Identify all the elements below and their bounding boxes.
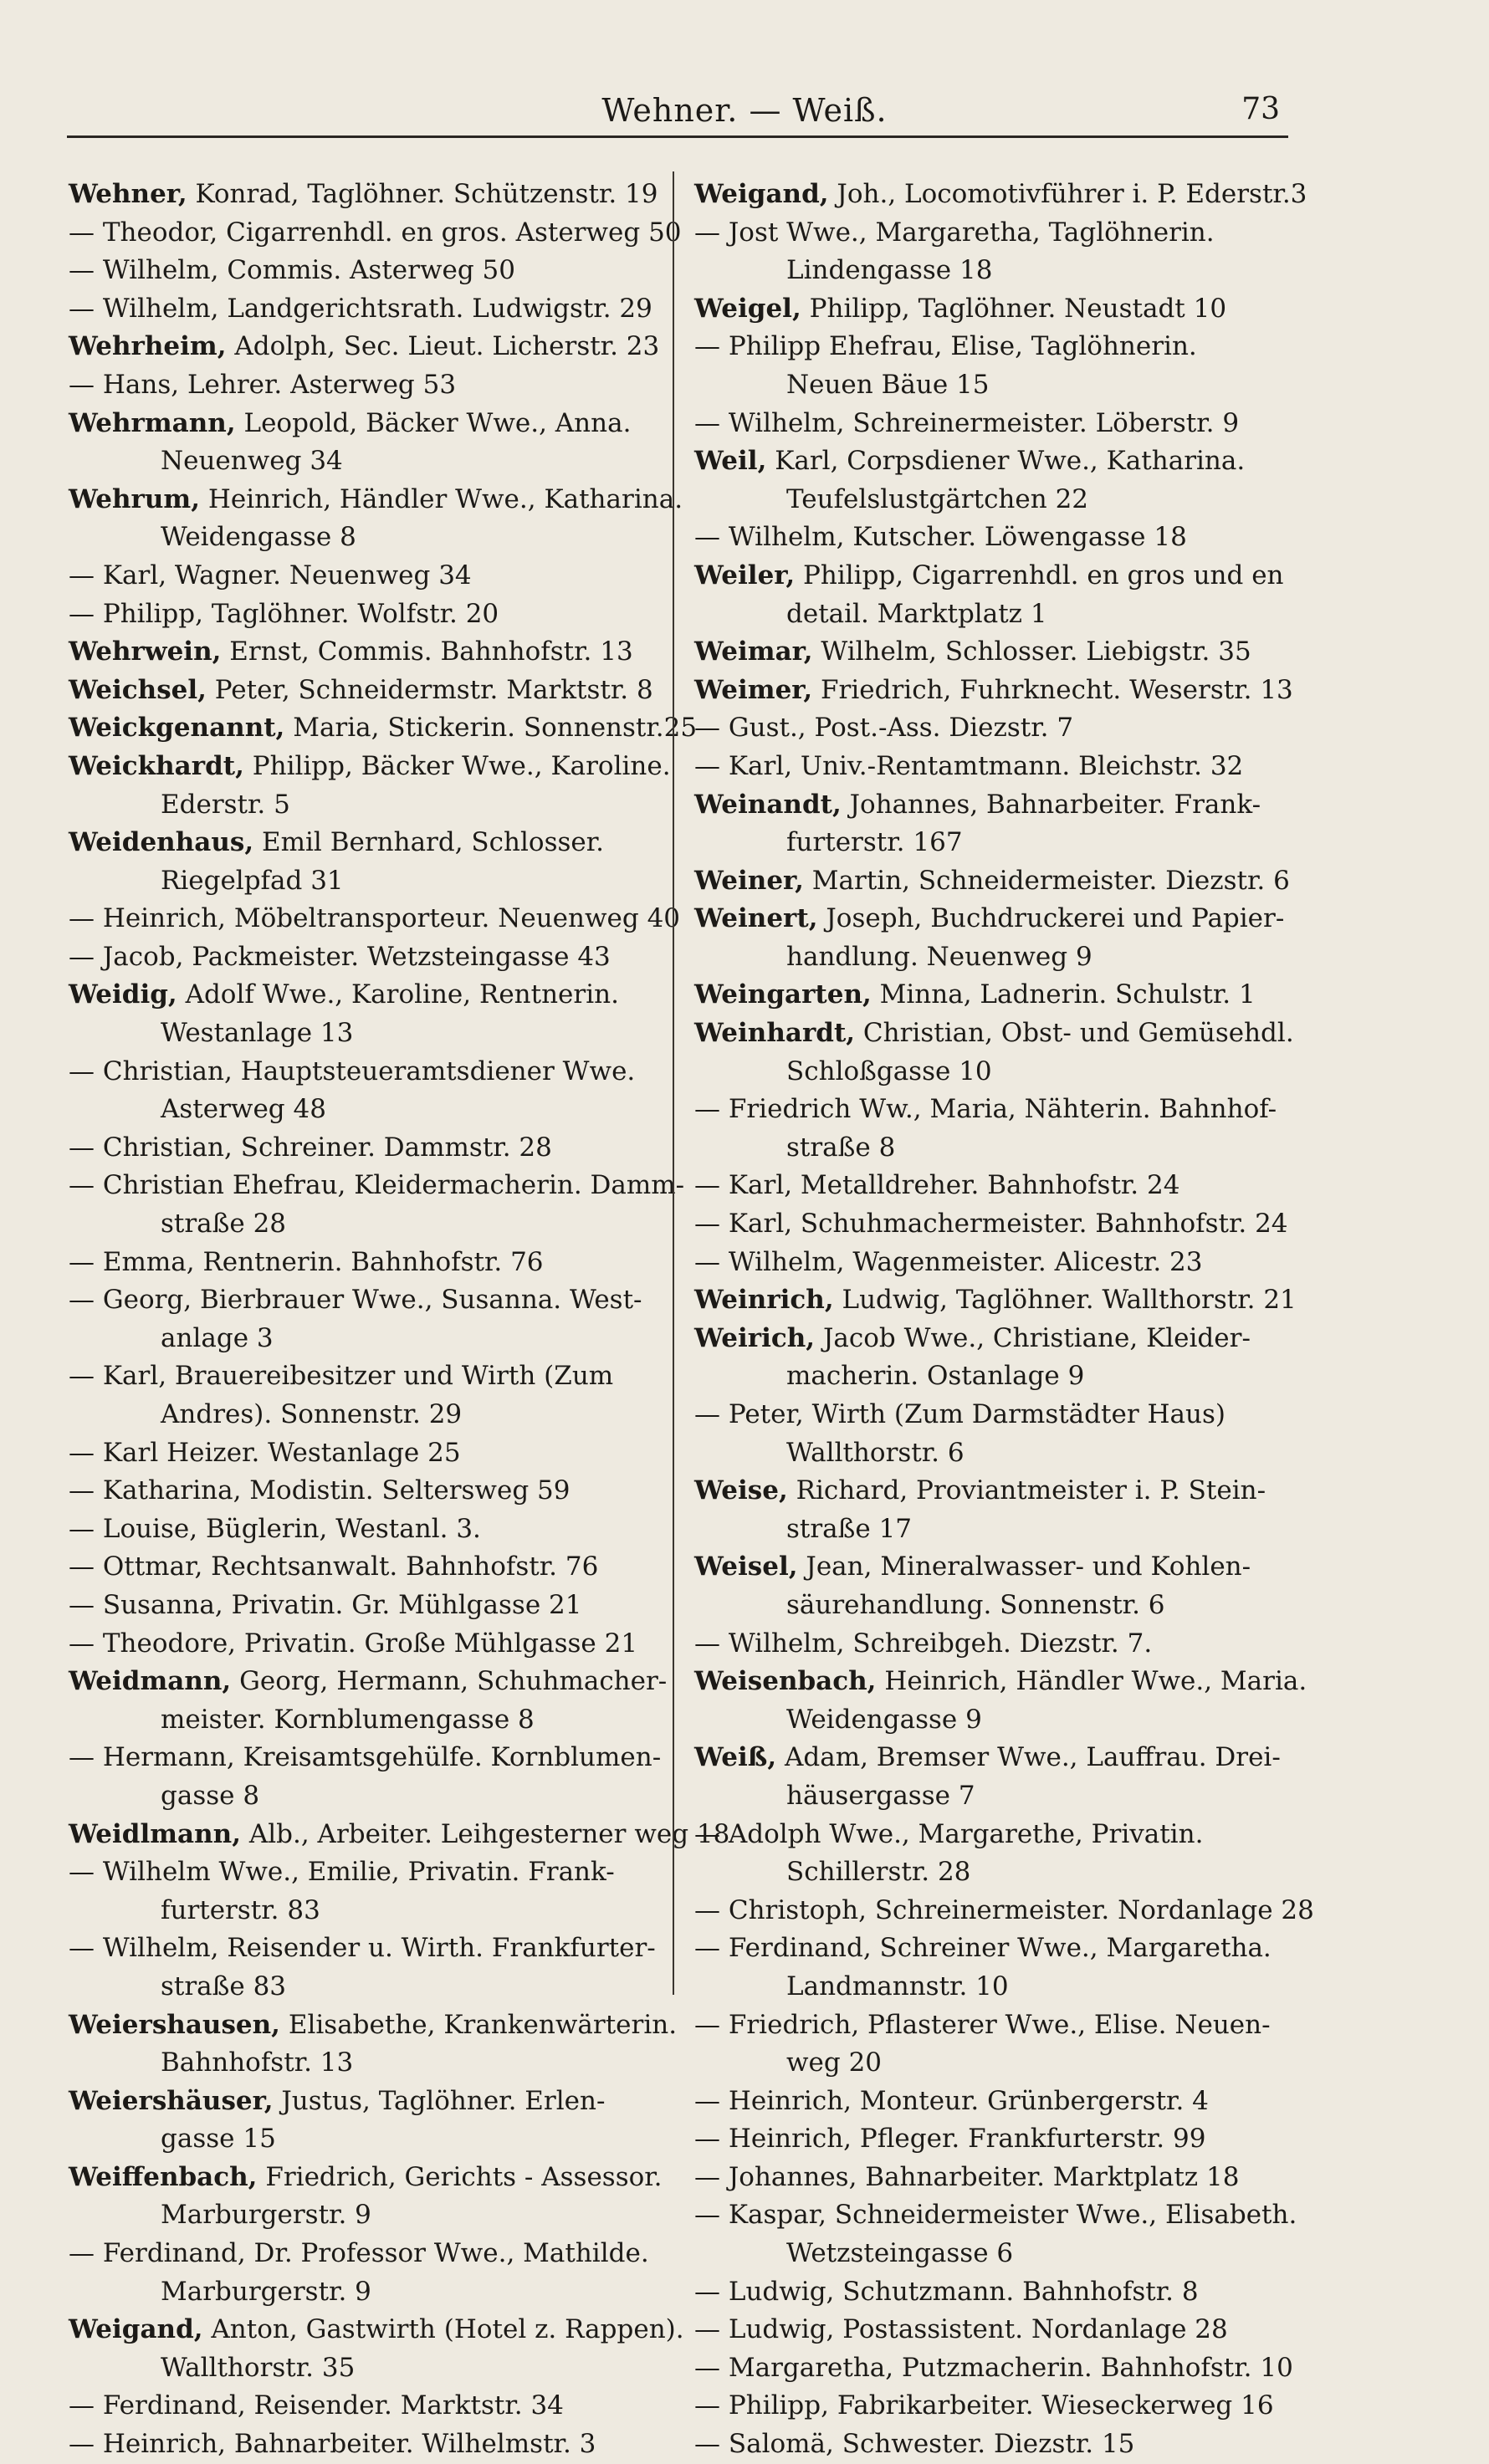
- entry-text: Marburgerstr. 9: [161, 2276, 371, 2307]
- directory-entry-line: [694, 1892, 1314, 1930]
- entry-text: Neuen Bäue 15: [786, 369, 990, 400]
- entry-text: Adolf Wwe., Karoline, Rentnerin.: [177, 979, 619, 1010]
- entry-text: Ludwig, Taglöhner. Wallthorstr. 21: [833, 1285, 1297, 1316]
- directory-entry-line: [69, 290, 671, 329]
- surname-heading: Weickhardt,: [69, 750, 244, 781]
- entry-text: Heinrich, Händler Wwe., Maria.: [876, 1666, 1307, 1697]
- entry-text: Schloßgasse 10: [786, 1056, 992, 1086]
- directory-entry-line: [694, 1968, 1297, 2006]
- entry-text: Adolph, Sec. Lieut. Licherstr. 23: [226, 331, 660, 362]
- directory-entry-line: [69, 709, 698, 748]
- entry-text: — Theodore, Privatin. Große Mühlgasse 21: [69, 1628, 638, 1659]
- directory-entry-line: [694, 748, 1297, 786]
- directory-entry-line: [694, 1853, 1297, 1892]
- entry-text: Philipp, Bäcker Wwe., Karoline.: [243, 750, 671, 781]
- directory-entry-line: [694, 1281, 1297, 1320]
- entry-text: detail. Marktplatz 1: [786, 598, 1047, 629]
- entry-text: — Katharina, Modistin. Seltersweg 59: [69, 1475, 571, 1506]
- entry-text: — Heinrich, Bahnarbeiter. Wilhelmstr. 3: [69, 2429, 596, 2460]
- directory-entry-line: [69, 938, 671, 977]
- directory-entry-line: [694, 786, 1297, 825]
- entry-text: — Heinrich, Monteur. Grünbergerstr. 4: [694, 2085, 1209, 2116]
- directory-entry-line: [694, 1777, 1297, 1816]
- directory-entry-line: [694, 1434, 1297, 1473]
- directory-entry-line: [694, 2083, 1297, 2121]
- directory-entry-line: [69, 596, 671, 634]
- directory-entry-line: [69, 1511, 671, 1549]
- entry-text: — Heinrich, Pfleger. Frankfurterstr. 99: [694, 2124, 1206, 2155]
- surname-heading: Weimar,: [694, 636, 813, 667]
- directory-entry-line: [69, 1968, 671, 2006]
- entry-text: Alb., Arbeiter. Leihgesterner weg 18: [241, 1818, 730, 1849]
- entry-text: Emil Bernhard, Schlosser.: [253, 827, 605, 858]
- directory-entry-line: [694, 1930, 1297, 1968]
- directory-entry-line: [694, 366, 1297, 405]
- entry-text: Christian, Obst- und Gemüsehdl.: [855, 1018, 1294, 1049]
- surname-heading: Weidlmann,: [69, 1818, 241, 1849]
- surname-heading: Weiershausen,: [69, 2009, 280, 2040]
- directory-entry-line: [69, 1434, 671, 1473]
- directory-entry-line: [69, 1281, 671, 1320]
- directory-entry-line: [69, 1396, 671, 1434]
- entry-text: — Friedrich Ww., Maria, Nähterin. Bahnhof-: [694, 1094, 1277, 1125]
- entry-text: — Wilhelm Wwe., Emilie, Privatin. Frank-: [69, 1857, 615, 1888]
- entry-text: — Christoph, Schreinermeister. Nordanlage 28: [694, 1894, 1314, 1925]
- directory-entry-line: [69, 252, 671, 290]
- entry-text: Georg, Hermann, Schuhmacher-: [231, 1666, 668, 1697]
- directory-entry-line: [694, 2006, 1297, 2045]
- entry-text: Friedrich, Gerichts - Assessor.: [257, 2161, 663, 2192]
- directory-entry-line: [69, 633, 671, 672]
- directory-entry-line: [694, 2044, 1297, 2083]
- entry-text: Westanlage 13: [161, 1018, 354, 1049]
- directory-entry-line: [694, 1663, 1307, 1701]
- entry-text: — Hans, Lehrer. Asterweg 53: [69, 369, 457, 400]
- directory-entry-line: [69, 1930, 671, 1968]
- surname-heading: Weirich,: [694, 1322, 816, 1353]
- entry-text: — Susanna, Privatin. Gr. Mühlgasse 21: [69, 1589, 582, 1620]
- entry-text: Wallthorstr. 35: [161, 2352, 356, 2383]
- entry-text: — Peter, Wirth (Zum Darmstädter Haus): [694, 1399, 1225, 1429]
- directory-entry-line: [694, 328, 1297, 366]
- directory-entry-line: [694, 1167, 1297, 1205]
- directory-entry-line: [69, 2426, 671, 2464]
- entry-text: meister. Kornblumengasse 8: [161, 1704, 535, 1735]
- directory-entry-line: [69, 2083, 671, 2121]
- entry-text: — Christian, Schreiner. Dammstr. 28: [69, 1132, 552, 1163]
- directory-entry-line: [69, 824, 671, 862]
- directory-entry-line: [69, 1892, 671, 1930]
- entry-text: — Johannes, Bahnarbeiter. Marktplatz 18: [694, 2161, 1240, 2192]
- entry-text: Teufelslustgärtchen 22: [786, 483, 1089, 514]
- directory-entry-line: [694, 1548, 1297, 1587]
- surname-heading: Weinrich,: [694, 1285, 834, 1316]
- directory-entry-line: [69, 2044, 671, 2083]
- entry-text: Minna, Ladnerin. Schulstr. 1: [871, 979, 1256, 1010]
- directory-entry-line: [694, 1816, 1297, 1854]
- column-divider: [673, 171, 674, 1995]
- directory-entry-line: [69, 862, 671, 901]
- directory-entry-line: [694, 633, 1297, 672]
- left-column: [69, 176, 730, 2464]
- entry-text: Johannes, Bahnarbeiter. Frank-: [841, 789, 1261, 820]
- entry-text: — Ottmar, Rechtsanwalt. Bahnhofstr. 76: [69, 1552, 599, 1582]
- directory-entry-line: [69, 2311, 684, 2349]
- entry-text: Landmannstr. 10: [786, 1971, 1009, 2001]
- entry-text: — Adolph Wwe., Margarethe, Privatin.: [694, 1818, 1204, 1849]
- entry-text: straße 28: [161, 1209, 287, 1240]
- entry-text: — Wilhelm, Schreinermeister. Löberstr. 9: [694, 407, 1240, 438]
- entry-text: straße 17: [786, 1513, 913, 1544]
- surname-heading: Weiler,: [694, 560, 796, 590]
- surname-heading: Wehrwein,: [69, 636, 222, 667]
- directory-entry-line: [694, 1472, 1297, 1511]
- directory-entry-line: [694, 1511, 1297, 1549]
- entry-text: Neuenweg 34: [161, 446, 343, 477]
- entry-text: — Philipp, Taglöhner. Wolfstr. 20: [69, 598, 499, 629]
- surname-heading: Weidig,: [69, 979, 177, 1010]
- directory-entry-line: [69, 2387, 671, 2426]
- entry-text: — Louise, Büglerin, Westanl. 3.: [69, 1513, 481, 1544]
- directory-entry-line: [694, 1015, 1297, 1053]
- entry-text: Philipp, Taglöhner. Neustadt 10: [801, 293, 1227, 324]
- directory-entry-line: [694, 1205, 1297, 1244]
- entry-text: — Karl, Metalldreher. Bahnhofstr. 24: [694, 1170, 1180, 1201]
- directory-entry-line: [694, 1244, 1297, 1282]
- entry-text: Maria, Stickerin. Sonnenstr.25: [284, 713, 698, 744]
- entry-text: Andres). Sonnenstr. 29: [161, 1399, 463, 1429]
- entry-text: — Karl, Univ.-Rentamtmann. Bleichstr. 32: [694, 750, 1244, 781]
- directory-entry-line: [694, 1357, 1297, 1396]
- directory-entry-line: [69, 442, 671, 481]
- entry-text: — Salomä, Schwester. Diezstr. 15: [694, 2429, 1135, 2460]
- directory-entry-line: [69, 557, 671, 596]
- entry-text: — Philipp Ehefrau, Elise, Taglöhnerin.: [694, 331, 1197, 362]
- entry-text: — Georg, Bierbrauer Wwe., Susanna. West-: [69, 1285, 642, 1316]
- directory-entry-line: [69, 1816, 730, 1854]
- directory-entry-line: [69, 1205, 671, 1244]
- entry-text: Bahnhofstr. 13: [161, 2047, 354, 2078]
- entry-text: Anton, Gastwirth (Hotel z. Rappen).: [202, 2314, 684, 2345]
- entry-text: — Ferdinand, Dr. Professor Wwe., Mathilde.: [69, 2238, 649, 2269]
- directory-entry-line: [69, 481, 683, 519]
- entry-text: Martin, Schneidermeister. Diezstr. 6: [803, 865, 1290, 896]
- entry-text: weg 20: [786, 2047, 883, 2078]
- entry-text: furterstr. 83: [161, 1894, 320, 1925]
- entry-text: Konrad, Taglöhner. Schützenstr. 19: [187, 179, 658, 209]
- directory-entry-line: [694, 2349, 1297, 2388]
- directory-entry-line: [694, 290, 1297, 329]
- entry-text: Joh., Locomotivführer i. P. Ederstr.3: [828, 179, 1307, 209]
- directory-entry-line: [69, 1853, 671, 1892]
- directory-entry-line: [694, 252, 1297, 290]
- surname-heading: Weigand,: [694, 179, 829, 209]
- entry-text: Adam, Bremser Wwe., Lauffrau. Drei-: [776, 1742, 1281, 1773]
- entry-text: Karl, Corpsdiener Wwe., Katharina.: [766, 446, 1246, 477]
- entry-text: — Karl, Schuhmachermeister. Bahnhofstr. 24: [694, 1209, 1288, 1240]
- directory-entry-line: [694, 519, 1297, 557]
- directory-entry-line: [69, 1739, 671, 1777]
- directory-entry-line: [69, 1320, 671, 1358]
- directory-entry-line: [694, 176, 1307, 214]
- directory-entry-line: [69, 1091, 671, 1129]
- surname-heading: Weise,: [694, 1475, 788, 1506]
- running-title: Wehner. — Weiß.: [601, 92, 888, 129]
- directory-entry-line: [69, 1015, 671, 1053]
- directory-entry-line: [694, 938, 1297, 977]
- entry-text: — Wilhelm, Wagenmeister. Alicestr. 23: [694, 1246, 1203, 1277]
- directory-entry-line: [69, 672, 671, 710]
- directory-entry-line: [69, 1357, 671, 1396]
- entry-text: — Karl Heizer. Westanlage 25: [69, 1437, 461, 1468]
- entry-text: — Gust., Post.-Ass. Diezstr. 7: [694, 713, 1074, 744]
- entry-text: Wallthorstr. 6: [786, 1437, 965, 1468]
- entry-text: — Ferdinand, Reisender. Marktstr. 34: [69, 2390, 564, 2421]
- directory-entry-line: [694, 557, 1297, 596]
- entry-text: — Ferdinand, Schreiner Wwe., Margaretha.: [694, 1933, 1272, 1964]
- directory-entry-line: [69, 176, 671, 214]
- entry-text: Jean, Mineralwasser- und Kohlen-: [797, 1552, 1251, 1582]
- entry-text: Riegelpfad 31: [161, 865, 344, 896]
- directory-entry-line: [694, 1701, 1297, 1740]
- directory-entry-line: [69, 1472, 671, 1511]
- surname-heading: Wehner,: [69, 179, 187, 209]
- entry-text: — Friedrich, Pflasterer Wwe., Elise. Neuen-: [694, 2009, 1271, 2040]
- entry-text: — Ludwig, Schutzmann. Bahnhofstr. 8: [694, 2276, 1199, 2307]
- entry-text: Friedrich, Fuhrknecht. Weserstr. 13: [812, 674, 1293, 705]
- entry-text: — Wilhelm, Reisender u. Wirth. Frankfurter-: [69, 1933, 656, 1964]
- directory-entry-line: [69, 1701, 671, 1740]
- surname-heading: Weisel,: [694, 1552, 798, 1582]
- entry-text: Elisabethe, Krankenwärterin.: [279, 2009, 678, 2040]
- directory-entry-line: [69, 2273, 671, 2312]
- directory-entry-line: [694, 2273, 1297, 2312]
- directory-entry-line: [694, 481, 1297, 519]
- entry-text: — Wilhelm, Schreibgeh. Diezstr. 7.: [694, 1628, 1153, 1659]
- directory-entry-line: [694, 1587, 1297, 1625]
- entry-text: Philipp, Cigarrenhdl. en gros und en: [795, 560, 1284, 590]
- surname-heading: Weinhardt,: [694, 1018, 856, 1049]
- directory-entry-line: [69, 1777, 671, 1816]
- directory-entry-line: [694, 1129, 1297, 1168]
- entry-text: anlage 3: [161, 1322, 274, 1353]
- entry-text: — Christian Ehefrau, Kleidermacherin. Damm-: [69, 1170, 685, 1201]
- entry-text: gasse 8: [161, 1780, 260, 1811]
- entry-text: — Hermann, Kreisamtsgehülfe. Kornblumen-: [69, 1742, 662, 1773]
- directory-entry-line: [69, 1625, 671, 1664]
- directory-entry-line: [69, 976, 671, 1015]
- entry-text: — Margaretha, Putzmacherin. Bahnhofstr. 10: [694, 2352, 1293, 2383]
- entry-text: — Emma, Rentnerin. Bahnhofstr. 76: [69, 1246, 544, 1277]
- directory-entry-line: [694, 596, 1297, 634]
- surname-heading: Wehrheim,: [69, 331, 227, 362]
- right-column: [694, 176, 1314, 2464]
- entry-text: straße 8: [786, 1132, 896, 1163]
- entry-text: Peter, Schneidermstr. Marktstr. 8: [206, 674, 653, 705]
- entry-text: handlung. Neuenweg 9: [786, 941, 1092, 972]
- surname-heading: Weidenhaus,: [69, 827, 254, 858]
- directory-entry-line: [69, 328, 671, 366]
- directory-entry-line: [694, 976, 1297, 1015]
- surname-heading: Weimer,: [694, 674, 813, 705]
- entry-text: Wilhelm, Schlosser. Liebigstr. 35: [812, 636, 1251, 667]
- entry-text: — Christian, Hauptsteueramtsdiener Wwe.: [69, 1056, 636, 1086]
- entry-text: Marburgerstr. 9: [161, 2200, 371, 2231]
- entry-text: — Jacob, Packmeister. Wetzsteingasse 43: [69, 941, 611, 972]
- entry-text: — Heinrich, Möbeltransporteur. Neuenweg 40: [69, 903, 681, 934]
- directory-entry-line: [694, 2120, 1297, 2159]
- directory-entry-line: [69, 748, 671, 786]
- directory-entry-line: [69, 214, 682, 253]
- entry-text: — Theodor, Cigarrenhdl. en gros. Asterweg 50: [69, 217, 682, 248]
- entry-text: Asterweg 48: [161, 1094, 326, 1125]
- directory-entry-line: [69, 2159, 671, 2197]
- surname-heading: Weil,: [694, 446, 767, 477]
- directory-entry-line: [69, 786, 671, 825]
- surname-heading: Weiß,: [694, 1742, 777, 1773]
- surname-heading: Weickgenannt,: [69, 713, 285, 744]
- entry-text: Justus, Taglöhner. Erlen-: [273, 2085, 606, 2116]
- entry-text: Wetzsteingasse 6: [786, 2238, 1014, 2269]
- directory-entry-line: [69, 2196, 671, 2235]
- directory-entry-line: [694, 1739, 1297, 1777]
- entry-text: — Karl, Wagner. Neuenweg 34: [69, 560, 472, 590]
- directory-entry-line: [694, 1396, 1297, 1434]
- entry-text: Ernst, Commis. Bahnhofstr. 13: [221, 636, 633, 667]
- entry-text: Weidengasse 9: [786, 1704, 982, 1735]
- surname-heading: Weigel,: [694, 293, 801, 324]
- entry-text: — Jost Wwe., Margaretha, Taglöhnerin.: [694, 217, 1215, 248]
- directory-entry-line: [694, 2387, 1297, 2426]
- surname-heading: Weinandt,: [694, 789, 842, 820]
- directory-entry-line: [69, 2235, 671, 2273]
- directory-entry-line: [69, 1587, 671, 1625]
- surname-heading: Weigand,: [69, 2314, 203, 2345]
- entry-text: — Wilhelm, Landgerichtsrath. Ludwigstr. 29: [69, 293, 652, 324]
- directory-entry-line: [694, 1053, 1297, 1091]
- entry-text: furterstr. 167: [786, 827, 963, 858]
- directory-entry-line: [694, 862, 1297, 901]
- surname-heading: Weisenbach,: [694, 1666, 877, 1697]
- directory-entry-line: [694, 214, 1297, 253]
- directory-entry-line: [69, 366, 671, 405]
- entry-text: Heinrich, Händler Wwe., Katharina.: [200, 483, 683, 514]
- entry-text: gasse 15: [161, 2124, 276, 2155]
- surname-heading: Weiner,: [694, 865, 804, 896]
- directory-entry-line: [69, 1244, 671, 1282]
- entry-text: Ederstr. 5: [161, 789, 290, 820]
- entry-text: häusergasse 7: [786, 1780, 975, 1811]
- surname-heading: Weinert,: [694, 903, 818, 934]
- directory-entry-line: [69, 1167, 685, 1205]
- entry-text: — Karl, Brauereibesitzer und Wirth (Zum: [69, 1361, 614, 1392]
- surname-heading: Weichsel,: [69, 674, 207, 705]
- directory-entry-line: [69, 900, 681, 938]
- entry-text: Joseph, Buchdruckerei und Papier-: [817, 903, 1285, 934]
- entry-text: — Kaspar, Schneidermeister Wwe., Elisabeth.: [694, 2200, 1297, 2231]
- entry-text: Schillerstr. 28: [786, 1857, 971, 1888]
- surname-heading: Wehrmann,: [69, 407, 236, 438]
- entry-text: Jacob Wwe., Christiane, Kleider-: [815, 1322, 1251, 1353]
- directory-entry-line: [694, 442, 1297, 481]
- directory-entry-line: [69, 1663, 671, 1701]
- directory-entry-line: [694, 1625, 1297, 1664]
- directory-entry-line: [694, 2235, 1297, 2273]
- directory-entry-line: [694, 900, 1297, 938]
- directory-entry-line: [694, 2159, 1297, 2197]
- directory-entry-line: [69, 405, 671, 443]
- directory-entry-line: [69, 1129, 671, 1168]
- directory-entry-line: [694, 405, 1297, 443]
- directory-entry-line: [69, 2006, 678, 2045]
- entry-text: säurehandlung. Sonnenstr. 6: [786, 1589, 1165, 1620]
- directory-entry-line: [694, 2196, 1297, 2235]
- directory-entry-line: [69, 1548, 671, 1587]
- directory-entry-line: [69, 2349, 671, 2388]
- surname-heading: Weiffenbach,: [69, 2161, 258, 2192]
- header-rule: [67, 135, 1288, 138]
- directory-entry-line: [694, 1320, 1297, 1358]
- surname-heading: Weidmann,: [69, 1666, 232, 1697]
- directory-entry-line: [69, 1053, 671, 1091]
- directory-entry-line: [694, 2426, 1297, 2464]
- entry-text: Leopold, Bäcker Wwe., Anna.: [235, 407, 632, 438]
- directory-entry-line: [694, 709, 1297, 748]
- entry-text: — Wilhelm, Kutscher. Löwengasse 18: [694, 522, 1187, 553]
- page-header: [0, 92, 1489, 142]
- directory-entry-line: [69, 519, 671, 557]
- directory-entry-line: [694, 1091, 1297, 1129]
- entry-text: — Ludwig, Postassistent. Nordanlage 28: [694, 2314, 1228, 2345]
- directory-entry-line: [694, 2311, 1297, 2349]
- entry-text: macherin. Ostanlage 9: [786, 1361, 1085, 1392]
- entry-text: — Wilhelm, Commis. Asterweg 50: [69, 255, 515, 286]
- surname-heading: Weiershäuser,: [69, 2085, 274, 2116]
- entry-text: Lindengasse 18: [786, 255, 993, 286]
- entry-text: Richard, Proviantmeister i. P. Stein-: [787, 1475, 1266, 1506]
- entry-text: straße 83: [161, 1971, 287, 2001]
- surname-heading: Wehrum,: [69, 483, 201, 514]
- entry-text: Weidengasse 8: [161, 522, 356, 553]
- surname-heading: Weingarten,: [694, 979, 872, 1010]
- directory-entry-line: [69, 2120, 671, 2159]
- directory-entry-line: [694, 824, 1297, 862]
- directory-entry-line: [694, 672, 1297, 710]
- entry-text: — Philipp, Fabrikarbeiter. Wieseckerweg 16: [694, 2390, 1274, 2421]
- page-number: 73: [1241, 92, 1280, 126]
